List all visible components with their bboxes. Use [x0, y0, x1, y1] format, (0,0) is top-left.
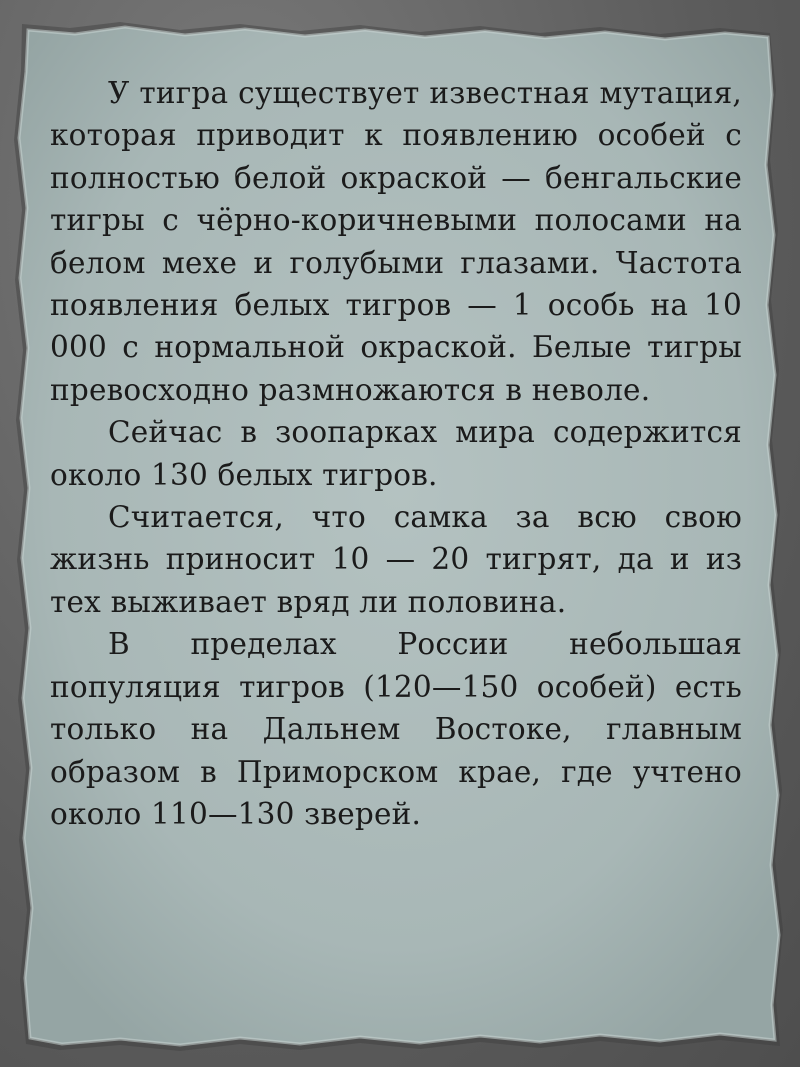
document-text [50, 72, 742, 835]
paragraph-white-tiger-mutation: У тигра существует известная мутация, которая приводит к появлению особей с полностью белой окраской — бенгальские тигры с чёрно-коричневыми полосами на белом мехе и голубыми глазами. Частота появления белых тигров — 1 особь на 10 000 с нормальной окраской. Белые тигры превосходно размножаются в неволе. [50, 76, 742, 407]
paragraph-zoo-white-tigers: Сейчас в зоопарках мира содержится около 130 белых тигров. [50, 415, 742, 492]
paragraph-russia-population: В пределах России небольшая популяция тигров (120—150 особей) есть только на Дальнем Востоке, главным образом в Приморском крае, где учтено около 110—130 зверей. [50, 627, 742, 831]
paragraph-cubs-survival: Считается, что самка за всю свою жизнь приносит 10 — 20 тигрят, да и из тех выживает вряд ли половина. [50, 500, 742, 619]
